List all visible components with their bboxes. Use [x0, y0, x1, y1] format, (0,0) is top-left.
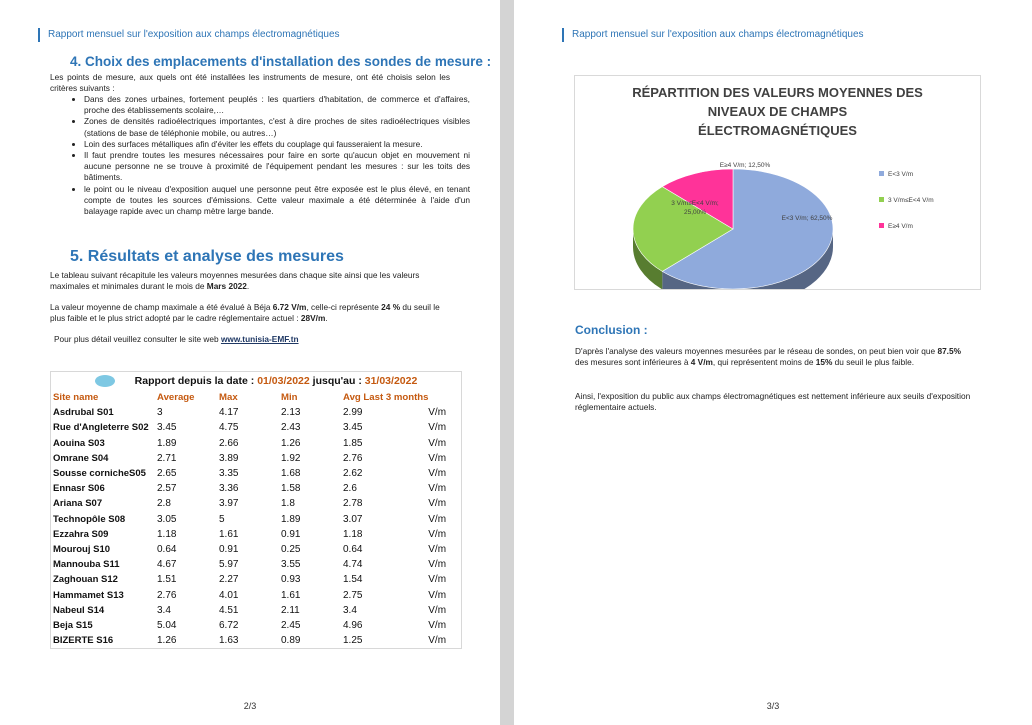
legend-entry: E<3 V/m — [888, 171, 914, 178]
value-cell: 1.89 — [281, 513, 301, 525]
value-cell: 4.67 — [157, 559, 177, 571]
value-cell: 1.63 — [219, 635, 239, 647]
website-link[interactable]: www.tunisia-EMF.tn — [220, 334, 299, 344]
table-title-row — [51, 372, 461, 390]
measurements-table — [50, 371, 462, 649]
value-cell: 1.68 — [281, 468, 301, 480]
table-row — [51, 420, 461, 435]
page-number: 2/3 — [243, 701, 257, 711]
value-cell: 4.01 — [219, 589, 239, 601]
site-name-cell: Beja S15 — [53, 619, 93, 631]
table-row — [51, 603, 461, 618]
table-row — [51, 405, 461, 420]
value-cell: 2.99 — [343, 407, 363, 419]
value-cell: 3.36 — [219, 483, 239, 495]
value-cell: 0.91 — [281, 528, 301, 540]
section-5-paragraph-3: Pour plus détail veuillez consulter le site web www.tunisia-EMF.tn — [54, 334, 299, 344]
value-cell: 4.75 — [219, 422, 239, 434]
pie-chart-svg — [575, 76, 980, 289]
section-5-paragraph-1: Le tableau suivant récapitule les valeurs moyennes mesurées dans chaque site ainsi que les valeurs maximales et minimales durant le mois de Mars 2022. — [50, 270, 420, 292]
list-item: • Loin des surfaces métalliques afin d'éviter les effets du couplage qui fausseraient la mesure. — [84, 139, 470, 150]
site-name-cell: Asdrubal S01 — [53, 407, 114, 419]
pie-data-label: E≥4 V/m; 12,50% — [719, 162, 771, 169]
value-cell: 1.18 — [343, 528, 363, 540]
value-cell: 3.07 — [343, 513, 363, 525]
page-2 — [0, 0, 500, 725]
value-cell: 2.66 — [219, 437, 239, 449]
value-cell: 5 — [219, 513, 225, 525]
value-cell: 1.25 — [343, 635, 363, 647]
value-cell: 1.58 — [281, 483, 301, 495]
unit-cell: V/m — [428, 483, 447, 495]
table-row — [51, 618, 461, 633]
column-header: Site name — [53, 392, 99, 404]
site-name-cell: Ezzahra S09 — [53, 528, 109, 540]
table-row — [51, 481, 461, 496]
column-header: Avg Last 3 months — [343, 392, 429, 404]
value-cell: 5.97 — [219, 559, 239, 571]
value-cell: 3.4 — [157, 604, 171, 616]
value-cell: 5.04 — [157, 619, 177, 631]
value-cell: 2.78 — [343, 498, 363, 510]
pie-chart — [574, 75, 981, 290]
value-cell: 4.96 — [343, 619, 363, 631]
column-header: Max — [219, 392, 238, 404]
unit-cell: V/m — [428, 528, 447, 540]
unit-cell: V/m — [428, 543, 447, 555]
list-item: • Dans des zones urbaines, fortement peuplés : les quartiers d'habitation, de commerce et d'affaires, proche des établissements scolaire,… — [84, 94, 470, 116]
table-row — [51, 527, 461, 542]
list-item: • le point ou le niveau d'exposition auquel une personne peut être exposée est le plus élevé, en tenant compte de toutes les sources d'émissions. Cette valeur maximale a été déterminée à l'aide d'un balayage rapide avec un champ mètre large bande. — [84, 184, 470, 218]
value-cell: 2.27 — [219, 574, 239, 586]
value-cell: 3 — [157, 407, 163, 419]
value-cell: 3.05 — [157, 513, 177, 525]
value-cell: 2.65 — [157, 468, 177, 480]
unit-cell: V/m — [428, 559, 447, 571]
site-name-cell: Mannouba S11 — [53, 559, 120, 571]
value-cell: 4.51 — [219, 604, 239, 616]
value-cell: 4.17 — [219, 407, 239, 419]
page-number: 3/3 — [766, 701, 780, 711]
value-cell: 1.51 — [157, 574, 177, 586]
list-item: • Zones de densités radioélectriques importantes, c'est à dire proches de sites radioélectriques visibles (stations de base de téléphonie mobile, ou autres…) — [84, 116, 470, 138]
value-cell: 2.75 — [343, 589, 363, 601]
pie-data-label: 3 V/m≤E<4 V/m; 25,00% — [671, 200, 719, 216]
value-cell: 2.8 — [157, 498, 171, 510]
value-cell: 3.97 — [219, 498, 239, 510]
value-cell: 0.93 — [281, 574, 301, 586]
value-cell: 3.45 — [157, 422, 177, 434]
conclusion-paragraph-2: Ainsi, l'exposition du public aux champs électromagnétiques est nettement inférieure aux seuils d'exposition réglementaire actuels. — [575, 391, 971, 413]
table-row — [51, 557, 461, 572]
value-cell: 6.72 — [219, 619, 239, 631]
value-cell: 0.25 — [281, 543, 301, 555]
value-cell: 4.74 — [343, 559, 363, 571]
unit-cell: V/m — [428, 452, 447, 464]
pie-data-label: E<3 V/m; 62,50% — [781, 215, 833, 222]
site-name-cell: Ariana S07 — [53, 498, 103, 510]
value-cell: 2.43 — [281, 422, 301, 434]
site-name-cell: Zaghouan S12 — [53, 574, 118, 586]
site-name-cell: Hammamet S13 — [53, 589, 124, 601]
site-name-cell: Nabeul S14 — [53, 604, 105, 616]
page-header: Rapport mensuel sur l'exposition aux champs électromagnétiques — [38, 28, 340, 42]
value-cell: 0.64 — [343, 543, 363, 555]
value-cell: 2.13 — [281, 407, 301, 419]
value-cell: 2.62 — [343, 468, 363, 480]
site-name-cell: Sousse cornicheS05 — [53, 468, 146, 480]
value-cell: 1.18 — [157, 528, 177, 540]
value-cell: 2.76 — [157, 589, 177, 601]
value-cell: 2.45 — [281, 619, 301, 631]
value-cell: 3.45 — [343, 422, 363, 434]
unit-cell: V/m — [428, 604, 447, 616]
value-cell: 1.26 — [281, 437, 301, 449]
value-cell: 2.57 — [157, 483, 177, 495]
value-cell: 0.91 — [219, 543, 239, 555]
legend-swatch — [879, 197, 884, 202]
table-row — [51, 466, 461, 481]
column-header: Average — [157, 392, 195, 404]
column-header: Min — [281, 392, 298, 404]
unit-cell: V/m — [428, 635, 447, 647]
unit-cell: V/m — [428, 468, 447, 480]
table-row — [51, 436, 461, 451]
table-row — [51, 572, 461, 587]
section-4-title: 4. Choix des emplacements d'installation des sondes de mesure : — [70, 54, 492, 69]
value-cell: 2.11 — [281, 604, 300, 616]
conclusion-paragraph-1: D'après l'analyse des valeurs moyennes mesurées par le réseau de sondes, on peut bien voir que 87.5% des mesures sont inférieures à 4 V/m, qui représentent moins de 15% du seuil le plus faible. — [575, 346, 961, 368]
table-title: Rapport depuis la date : 01/03/2022 jusqu'au : 31/03/2022 — [51, 372, 461, 390]
legend-entry: 3 V/m≤E<4 V/m — [888, 197, 934, 204]
unit-cell: V/m — [428, 574, 447, 586]
table-header-row — [51, 390, 461, 405]
list-item: • Il faut prendre toutes les mesures nécessaires pour faire en sorte qu'aucun objet en mouvement ni aucune personne ne se trouve à proximité de l'équipement pendant les mesures : sur les toits des bâtiments. — [84, 150, 470, 184]
site-name-cell: Aouina S03 — [53, 437, 105, 449]
value-cell: 3.35 — [219, 468, 239, 480]
site-name-cell: Ennasr S06 — [53, 483, 105, 495]
page-header: Rapport mensuel sur l'exposition aux champs électromagnétiques — [562, 28, 864, 42]
unit-cell: V/m — [428, 422, 447, 434]
table-row — [51, 496, 461, 511]
value-cell: 1.85 — [343, 437, 363, 449]
site-name-cell: BIZERTE S16 — [53, 635, 114, 647]
value-cell: 3.55 — [281, 559, 301, 571]
unit-cell: V/m — [428, 498, 447, 510]
unit-cell: V/m — [428, 619, 447, 631]
site-name-cell: Mourouj S10 — [53, 543, 111, 555]
unit-cell: V/m — [428, 589, 447, 601]
value-cell: 1.26 — [157, 635, 177, 647]
value-cell: 1.61 — [219, 528, 239, 540]
conclusion-title: Conclusion : — [575, 323, 648, 337]
page-3 — [514, 0, 1032, 725]
table-row — [51, 512, 461, 527]
legend-entry: E≥4 V/m — [888, 223, 913, 230]
table-row — [51, 633, 461, 648]
unit-cell: V/m — [428, 513, 447, 525]
table-row — [51, 451, 461, 466]
legend-swatch — [879, 171, 884, 176]
section-5-title: 5. Résultats et analyse des mesures — [70, 248, 344, 265]
value-cell: 1.54 — [343, 574, 363, 586]
value-cell: 1.89 — [157, 437, 177, 449]
table-row — [51, 542, 461, 557]
section-4-intro: Les points de mesure, aux quels ont été installées les instruments de mesure, ont été choisis selon les critères suivants : — [50, 72, 450, 94]
value-cell: 0.89 — [281, 635, 301, 647]
emf-logo-icon — [95, 375, 115, 387]
value-cell: 0.64 — [157, 543, 177, 555]
value-cell: 3.4 — [343, 604, 357, 616]
value-cell: 1.8 — [281, 498, 295, 510]
value-cell: 1.61 — [281, 589, 301, 601]
table-row — [51, 587, 461, 602]
criteria-list — [64, 94, 470, 217]
section-5-paragraph-2: La valeur moyenne de champ maximale a été évalué à Béja 6.72 V/m, celle-ci représente 24 % du seuil le plus faible et le plus strict adopté par le cadre réglementaire actuel : 28V/m. — [50, 302, 440, 324]
value-cell: 2.71 — [157, 452, 177, 464]
legend-swatch — [879, 223, 884, 228]
value-cell: 2.6 — [343, 483, 357, 495]
value-cell: 3.89 — [219, 452, 239, 464]
site-name-cell: Technopôle S08 — [53, 513, 126, 525]
chart-title: RÉPARTITION DES VALEURS MOYENNES DES NIVEAUX DE CHAMPS ÉLECTROMAGNÉTIQUES — [632, 85, 923, 138]
value-cell: 1.92 — [281, 452, 301, 464]
unit-cell: V/m — [428, 437, 447, 449]
value-cell: 2.76 — [343, 452, 363, 464]
site-name-cell: Rue d'Angleterre S02 — [53, 422, 149, 434]
site-name-cell: Omrane S04 — [53, 452, 109, 464]
unit-cell: V/m — [428, 407, 447, 419]
